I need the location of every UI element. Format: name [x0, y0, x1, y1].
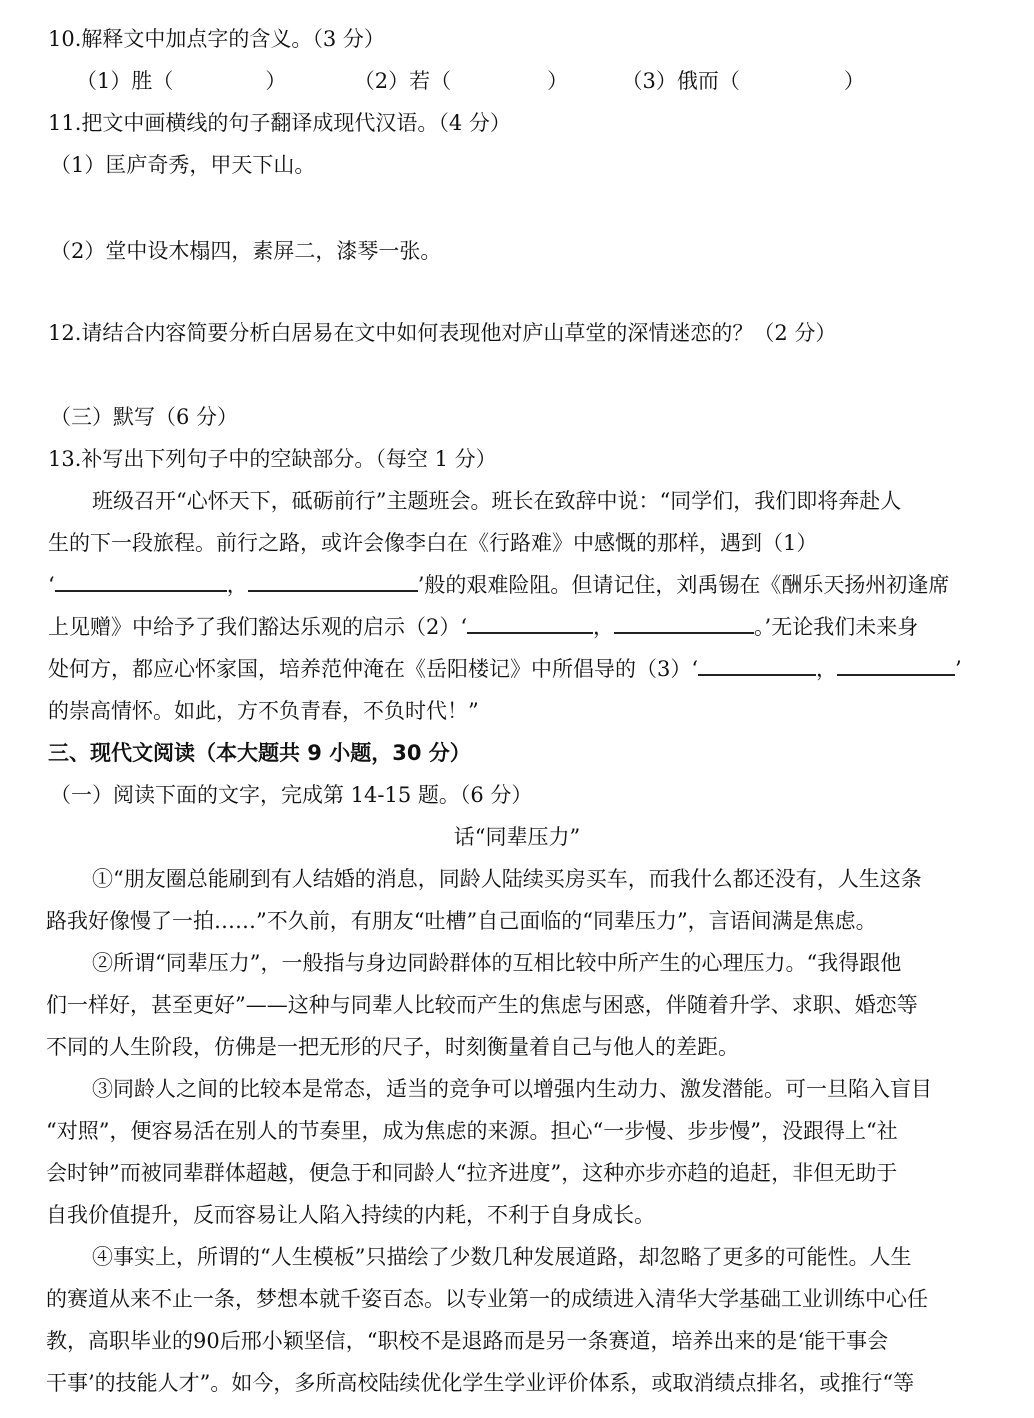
article-line: 教，高职毕业的90后邢小颖坚信，“职校不是退路而是另一条赛道，培养出来的是‘能干事会 — [46, 1329, 889, 1353]
q13-blank-1a[interactable] — [55, 570, 227, 592]
q10-item-2-open: （2）若（ — [353, 69, 452, 93]
q13-text-line-3 — [48, 570, 949, 600]
article-line: 的赛道从来不止一条，梦想本就千姿百态。以专业第一的成绩进入清华大学基础工业训练中心任 — [46, 1287, 928, 1311]
q10-item-3-open: （3）俄而（ — [621, 69, 740, 93]
q13-text-line-4-start: 上见赠》中给予了我们豁达乐观的启示（2）‘ — [48, 615, 468, 639]
q13-text-line-3-rest: ’般的艰难险阻。但请记住，刘禹锡在《酬乐天扬州初逢席 — [417, 573, 950, 597]
article-title: 话“同辈压力” — [453, 825, 581, 849]
q13-text-line-6: 的崇高情怀。如此，方不负青春，不负时代！” — [48, 699, 479, 723]
q13-blank-3a[interactable] — [698, 654, 816, 676]
q13-comma-2: ， — [593, 615, 615, 639]
subsection-1-heading: （一）阅读下面的文字，完成第 14-15 题。（6 分） — [50, 783, 533, 807]
article-line: ③同龄人之间的比较本是常态，适当的竞争可以增强内生动力、激发潜能。可一旦陷入盲目 — [92, 1077, 932, 1101]
question-12-title: 12.请结合内容简要分析白居易在文中如何表现他对庐山草堂的深情迷恋的？（2 分） — [48, 321, 837, 345]
article-line: 自我价值提升，反而容易让人陷入持续的内耗，不利于自身成长。 — [46, 1203, 655, 1227]
q13-blank-1b[interactable] — [248, 570, 418, 592]
q13-text-line-1: 班级召开“心怀天下，砥砺前行”主题班会。班长在致辞中说：“同学们，我们即将奔赴人 — [92, 489, 902, 513]
question-11-title: 11.把文中画横线的句子翻译成现代汉语。（4 分） — [48, 111, 511, 135]
question-11-sentence-1: （1）匡庐奇秀，甲天下山。 — [50, 153, 316, 177]
q13-quote-open-1: ‘ — [48, 573, 55, 597]
article-line: 不同的人生阶段，仿佛是一把无形的尺子，时刻衡量着自己与他人的差距。 — [46, 1035, 739, 1059]
article-line: ②所谓“同辈压力”，一般指与身边同龄群体的互相比较中所产生的心理压力。“我得跟他 — [92, 951, 902, 975]
q10-item-2-close: ） — [547, 69, 569, 93]
q13-blank-2b[interactable] — [614, 612, 754, 634]
article-line: ④事实上，所谓的“人生模板”只描绘了少数几种发展道路，却忽略了更多的可能性。人生 — [92, 1245, 912, 1269]
section-3-heading: 三、现代文阅读（本大题共 9 小题，30 分） — [48, 741, 471, 765]
question-13-title: 13.补写出下列句子中的空缺部分。（每空 1 分） — [48, 447, 497, 471]
q13-text-line-2: 生的下一段旅程。前行之路，或许会像李白在《行路难》中感慨的那样，遇到（1） — [48, 531, 818, 555]
q13-comma-1: ， — [226, 573, 248, 597]
article-line: ①“朋友圈总能刷到有人结婚的消息，同龄人陆续买房买车，而我什么都还没有，人生这条 — [92, 867, 922, 891]
q10-item-1-close: ） — [265, 69, 287, 93]
article-line: 会时钟”而被同辈群体超越，便急于和同龄人“拉齐进度”，这种亦步亦趋的追赶，非但无助于 — [46, 1161, 898, 1185]
q10-item-1-open: （1）胜（ — [76, 69, 174, 93]
q13-blank-2a[interactable] — [467, 612, 593, 634]
question-10-items — [76, 66, 865, 96]
q13-text-line-4-rest: 。’无论我们未来身 — [754, 615, 919, 639]
q13-blank-3b[interactable] — [837, 654, 955, 676]
q13-quote-close-3: ’ — [955, 657, 962, 681]
section-dictation-heading: （三）默写（6 分） — [50, 405, 239, 429]
q13-text-line-5 — [48, 654, 962, 684]
article-line: 干事’的技能人才”。如今，多所高校陆续优化学生学业评价体系，或取消绩点排名，或推行“等 — [46, 1371, 915, 1395]
article-line: 们一样好，甚至更好”——这种与同辈人比较而产生的焦虑与困惑，伴随着升学、求职、婚恋等 — [46, 993, 918, 1017]
article-line: 路我好像慢了一拍……”不久前，有朋友“吐槽”自己面临的“同辈压力”，言语间满是焦虑。 — [46, 909, 877, 933]
q13-text-line-4 — [48, 612, 918, 642]
q13-text-line-5-start: 处何方，都应心怀家国，培养范仲淹在《岳阳楼记》中所倡导的（3）‘ — [48, 657, 699, 681]
q13-comma-3: ， — [816, 657, 838, 681]
q10-item-3-close: ） — [843, 69, 865, 93]
article-line: “对照”，便容易活在别人的节奏里，成为焦虑的来源。担心“一步慢、步步慢”，没跟得上“社 — [46, 1119, 898, 1143]
question-11-sentence-2: （2）堂中设木榻四，素屏二，漆琴一张。 — [50, 239, 442, 263]
question-10-title: 10.解释文中加点字的含义。（3 分） — [48, 27, 385, 51]
